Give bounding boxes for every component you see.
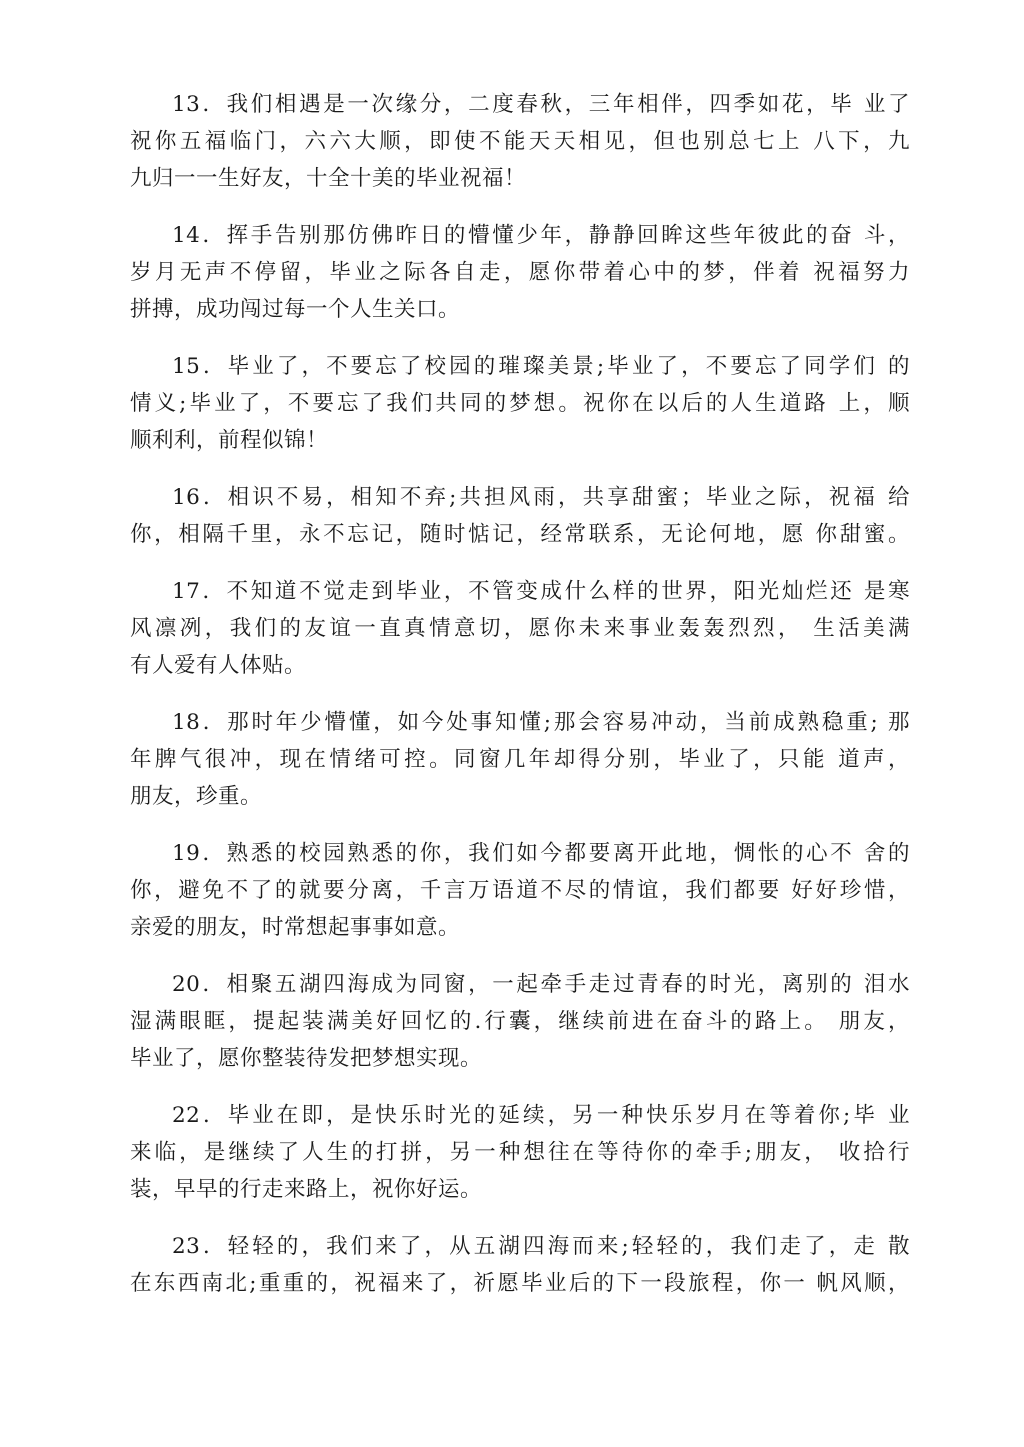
text-line: 来临，是继续了人生的打拼，另一种想往在等待你的牵手;朋友， 收拾行 [130,1140,910,1165]
document-body [130,86,910,1322]
text-line: 风凛冽，我们的友谊一直真情意切，愿你未来事业轰轰烈烈， 生活美满 [130,616,910,641]
paragraph-15 [130,348,910,459]
paragraph-20 [130,966,910,1077]
text-line: 你，相隔千里，永不忘记，随时惦记，经常联系，无论何地，愿 你甜蜜。 [130,522,910,547]
paragraph-23 [130,1228,910,1302]
text-line: 情义;毕业了，不要忘了我们共同的梦想。祝你在以后的人生道路 上，顺 [130,391,910,416]
text-line: 14．挥手告别那仿佛昨日的懵懂少年，静静回眸这些年彼此的奋 斗， [172,223,910,248]
text-line: 13．我们相遇是一次缘分，二度春秋，三年相伴，四季如花，毕 业了 [172,92,910,117]
text-line: 拼搏，成功闯过每一个人生关口。 [130,297,461,322]
text-line: 15．毕业了，不要忘了校园的璀璨美景;毕业了，不要忘了同学们 的 [172,354,910,379]
text-line: 装，早早的行走来路上，祝你好运。 [130,1177,483,1202]
paragraph-14 [130,217,910,328]
paragraph-18 [130,704,910,815]
text-line: 19．熟悉的校园熟悉的你，我们如今都要离开此地，惆怅的心不 舍的 [172,841,910,866]
text-line: 顺利利，前程似锦！ [130,428,329,453]
text-line: 祝你五福临门，六六大顺，即使不能天天相见，但也别总七上 八下，九 [130,129,910,154]
paragraph-17 [130,573,910,684]
text-line: 在东西南北;重重的，祝福来了，祈愿毕业后的下一段旅程，你一 帆风顺， [130,1271,910,1296]
text-line: 18．那时年少懵懂，如今处事知懂;那会容易冲动，当前成熟稳重; 那 [172,710,910,735]
text-line: 九归一一生好友，十全十美的毕业祝福！ [130,166,527,191]
paragraph-16 [130,479,910,553]
text-line: 岁月无声不停留，毕业之际各自走，愿你带着心中的梦，伴着 祝福努力 [130,260,910,285]
text-line: 23．轻轻的，我们来了，从五湖四海而来;轻轻的，我们走了，走 散 [172,1234,910,1259]
text-line: 22．毕业在即，是快乐时光的延续，另一种快乐岁月在等着你;毕 业 [172,1103,910,1128]
text-line: 你，避免不了的就要分离，千言万语道不尽的情谊，我们都要 好好珍惜， [130,878,910,903]
text-line: 年脾气很冲，现在情绪可控。同窗几年却得分别，毕业了，只能 道声， [130,747,910,772]
text-line: 16．相识不易，相知不弃;共担风雨，共享甜蜜；毕业之际，祝福 给 [172,485,910,510]
text-line: 亲爱的朋友，时常想起事事如意。 [130,915,461,940]
text-line: 17．不知道不觉走到毕业，不管变成什么样的世界，阳光灿烂还 是寒 [172,579,910,604]
text-line: 朋友，珍重。 [130,784,263,809]
paragraph-13 [130,86,910,197]
text-line: 毕业了，愿你整装待发把梦想实现。 [130,1046,483,1071]
paragraph-22 [130,1097,910,1208]
text-line: 20．相聚五湖四海成为同窗，一起牵手走过青春的时光，离别的 泪水 [172,972,910,997]
text-line: 湿满眼眶，提起装满美好回忆的.行囊，继续前进在奋斗的路上。 朋友， [130,1009,910,1034]
paragraph-19 [130,835,910,946]
text-line: 有人爱有人体贴。 [130,653,307,678]
